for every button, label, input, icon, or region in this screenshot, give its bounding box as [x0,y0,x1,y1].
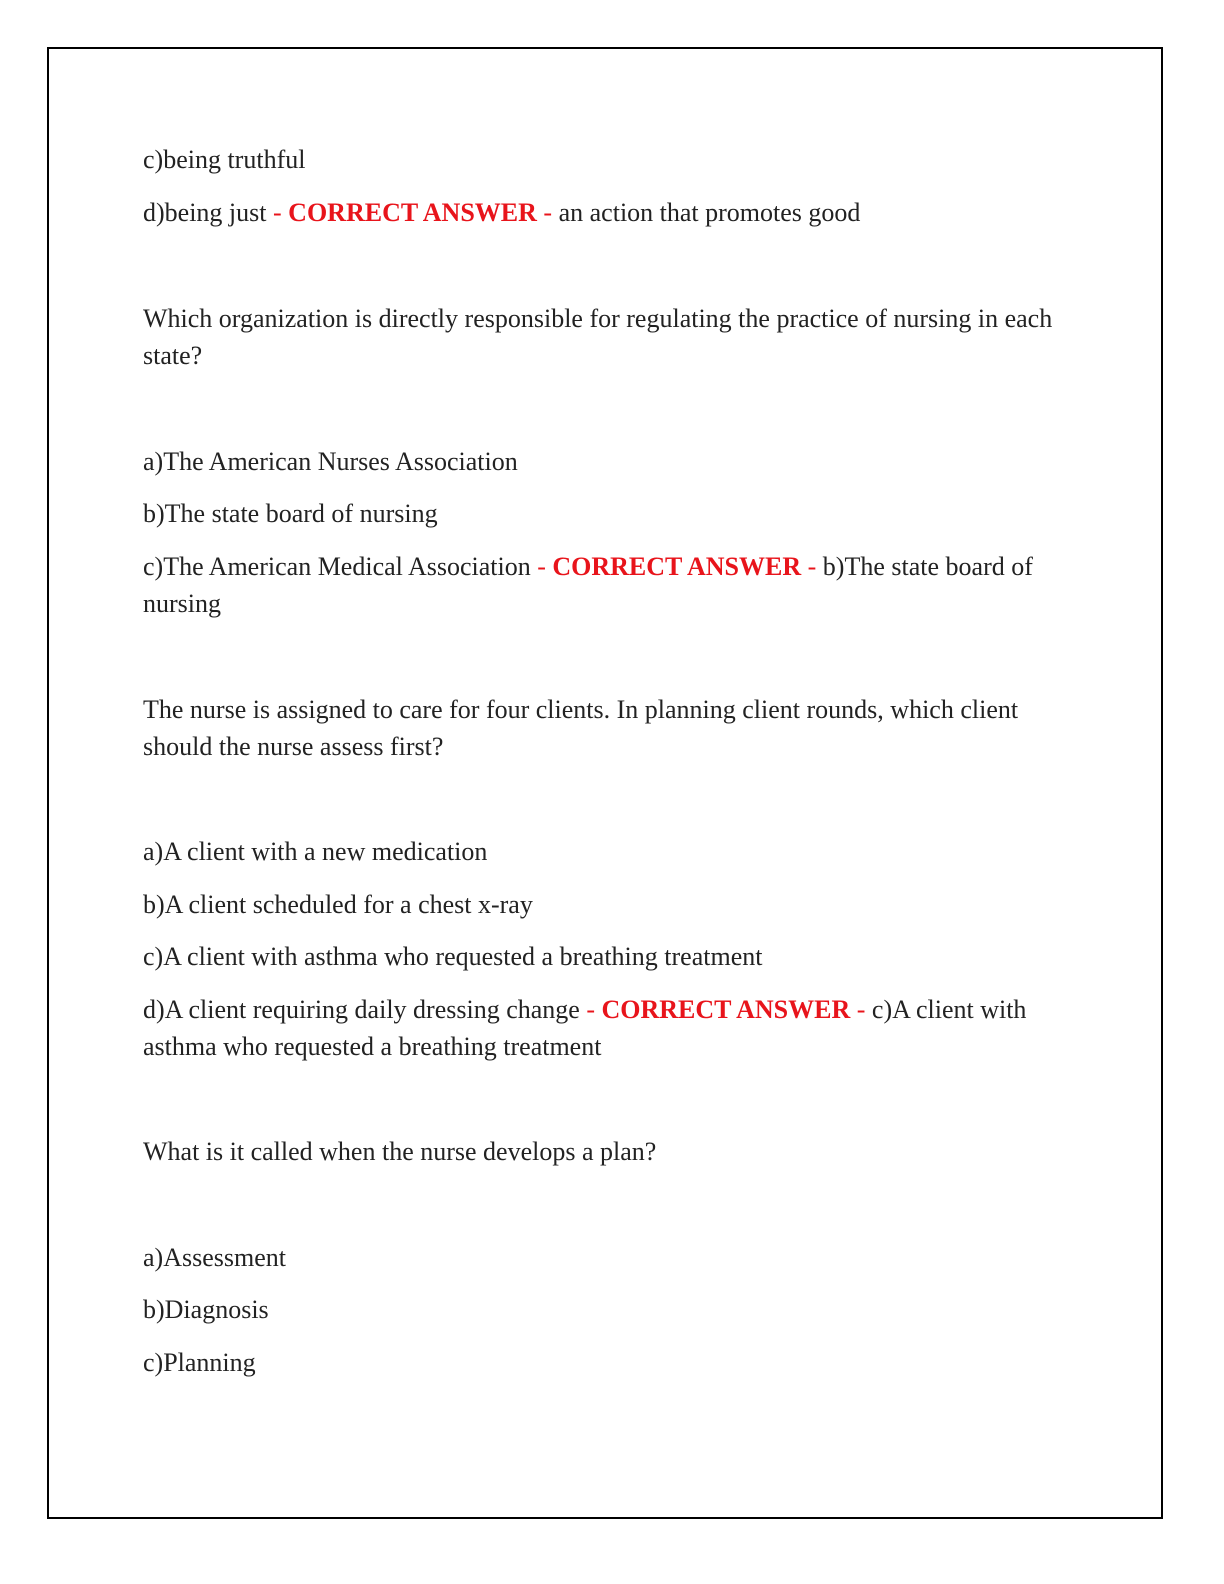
correct-answer-label-2: CORRECT ANSWER [552,552,802,581]
q1-answer: b)The state board of nursing [143,552,1033,618]
prev-answer: an action that promotes good [558,198,861,227]
correct-answer-label-3: CORRECT ANSWER [601,995,851,1024]
q3-question: What is it called when the nurse develops a plan? [143,1137,657,1166]
q1-option-c: c)The American Medical Association [143,552,531,581]
q3-option-c: c)Planning [143,1348,256,1377]
prev-option-d: d)being just [143,198,267,227]
separator-3: - [530,552,553,581]
separator-6: - [850,995,872,1024]
prev-option-d-with-answer [143,194,1073,231]
q3-option-a: a)Assessment [143,1243,286,1272]
q2-option-d-with-answer [143,991,1073,1065]
separator-1: - [266,198,289,227]
correct-answer-label-1: CORRECT ANSWER [288,198,537,227]
q1-option-c-with-answer [143,548,1073,622]
q2-option-a: a)A client with a new medication [143,837,488,866]
separator-2: - [536,198,559,227]
q1-option-a: a)The American Nurses Association [143,447,518,476]
q2-option-d: d)A client requiring daily dressing change [143,995,580,1024]
q1-question: Which organization is directly responsible for regulating the practice of nursing in each state? [143,304,1053,370]
q1-option-b: b)The state board of nursing [143,499,438,528]
separator-4: - [801,552,823,581]
q2-answer: c)A client with asthma who requested a breathing treatment [143,995,1027,1061]
q2-option-c: c)A client with asthma who requested a breathing treatment [143,942,763,971]
q2-option-b: b)A client scheduled for a chest x-ray [143,890,533,919]
prev-option-c: c)being truthful [143,145,306,174]
separator-5: - [579,995,602,1024]
q2-question: The nurse is assigned to care for four clients. In planning client rounds, which client should the nurse assess first? [143,695,1019,761]
q3-option-b: b)Diagnosis [143,1295,269,1324]
